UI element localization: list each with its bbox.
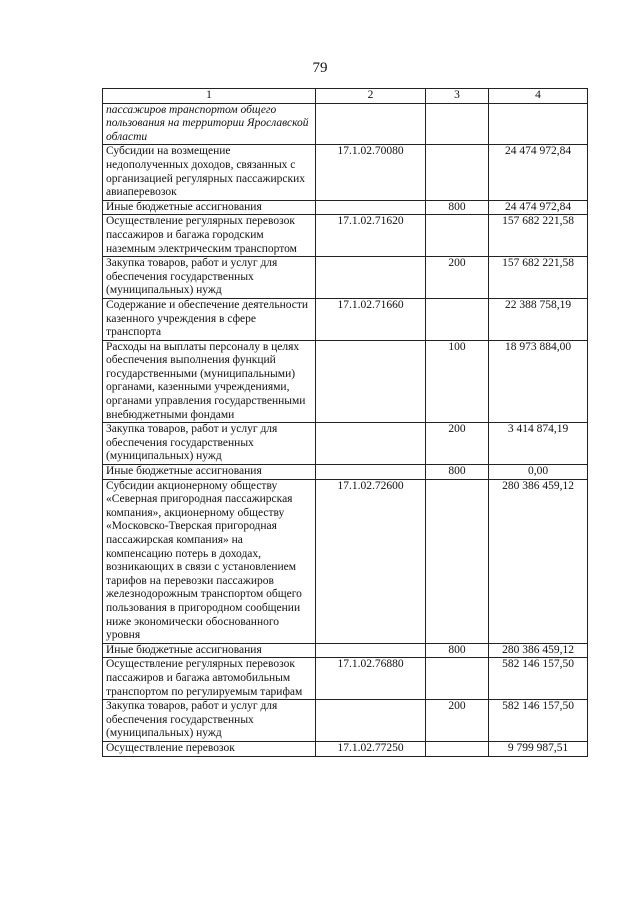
amount-cell: 3 414 874,19 xyxy=(489,423,588,465)
table-row xyxy=(103,340,588,423)
expense-type-cell xyxy=(426,741,489,756)
code-cell: 17.1.02.72600 xyxy=(316,479,426,643)
code-cell: 17.1.02.70080 xyxy=(316,145,426,200)
column-header: 2 xyxy=(316,89,426,104)
name-cell: Осуществление регулярных перевозок пассажиров и багажа городским наземным электрическим транспортом xyxy=(103,215,316,257)
amount-cell: 280 386 459,12 xyxy=(489,643,588,658)
amount-cell: 22 388 758,19 xyxy=(489,298,588,340)
expense-type-cell: 800 xyxy=(426,465,489,480)
amount-cell: 9 799 987,51 xyxy=(489,741,588,756)
code-cell: 17.1.02.71660 xyxy=(316,298,426,340)
amount-cell: 582 146 157,50 xyxy=(489,658,588,700)
table-row xyxy=(103,741,588,756)
expense-type-cell xyxy=(426,103,489,145)
name-cell: Закупка товаров, работ и услуг для обеспечения государственных (муниципальных) нужд xyxy=(103,257,316,299)
name-cell: Осуществление перевозок xyxy=(103,741,316,756)
expense-type-cell xyxy=(426,658,489,700)
code-cell xyxy=(316,103,426,145)
budget-table xyxy=(102,88,588,757)
name-cell: Закупка товаров, работ и услуг для обеспечения государственных (муниципальных) нужд xyxy=(103,700,316,742)
table-row xyxy=(103,145,588,200)
amount-cell: 157 682 221,58 xyxy=(489,215,588,257)
amount-cell xyxy=(489,103,588,145)
code-cell: 17.1.02.76880 xyxy=(316,658,426,700)
table-header-row xyxy=(103,89,588,104)
table-row xyxy=(103,479,588,643)
name-cell: Расходы на выплаты персоналу в целях обеспечения выполнения функций государственными (муниципальными) органами, казенными учреждениями, органами управления государственными внебюджетными фондами xyxy=(103,340,316,423)
expense-type-cell xyxy=(426,298,489,340)
expense-type-cell xyxy=(426,215,489,257)
expense-type-cell: 100 xyxy=(426,340,489,423)
amount-cell: 582 146 157,50 xyxy=(489,700,588,742)
expense-type-cell: 200 xyxy=(426,257,489,299)
expense-type-cell: 800 xyxy=(426,200,489,215)
expense-type-cell xyxy=(426,479,489,643)
table-row xyxy=(103,215,588,257)
table-row xyxy=(103,103,588,145)
page-number: 79 xyxy=(312,60,328,76)
name-cell: Иные бюджетные ассигнования xyxy=(103,200,316,215)
expense-type-cell: 800 xyxy=(426,643,489,658)
code-cell xyxy=(316,200,426,215)
code-cell: 17.1.02.71620 xyxy=(316,215,426,257)
table-row xyxy=(103,257,588,299)
name-cell: Субсидии на возмещение недополученных доходов, связанных с организацией регулярных пассажирских авиаперевозок xyxy=(103,145,316,200)
code-cell xyxy=(316,700,426,742)
amount-cell: 280 386 459,12 xyxy=(489,479,588,643)
table-row xyxy=(103,200,588,215)
name-cell: Закупка товаров, работ и услуг для обеспечения государственных (муниципальных) нужд xyxy=(103,423,316,465)
expense-type-cell: 200 xyxy=(426,423,489,465)
table-row xyxy=(103,643,588,658)
amount-cell: 157 682 221,58 xyxy=(489,257,588,299)
name-cell: Иные бюджетные ассигнования xyxy=(103,643,316,658)
amount-cell: 24 474 972,84 xyxy=(489,200,588,215)
table-row xyxy=(103,658,588,700)
amount-cell: 24 474 972,84 xyxy=(489,145,588,200)
code-cell xyxy=(316,643,426,658)
expense-type-cell: 200 xyxy=(426,700,489,742)
code-cell xyxy=(316,423,426,465)
name-cell: пассажиров транспортом общего пользования на территории Ярославской области xyxy=(103,103,316,145)
code-cell xyxy=(316,257,426,299)
code-cell xyxy=(316,465,426,480)
code-cell: 17.1.02.77250 xyxy=(316,741,426,756)
expense-type-cell xyxy=(426,145,489,200)
table-row xyxy=(103,298,588,340)
table-body xyxy=(103,103,588,756)
amount-cell: 18 973 884,00 xyxy=(489,340,588,423)
name-cell: Иные бюджетные ассигнования xyxy=(103,465,316,480)
column-header: 1 xyxy=(103,89,316,104)
column-header: 3 xyxy=(426,89,489,104)
table-row xyxy=(103,700,588,742)
column-header: 4 xyxy=(489,89,588,104)
name-cell: Содержание и обеспечение деятельности казенного учреждения в сфере транспорта xyxy=(103,298,316,340)
code-cell xyxy=(316,340,426,423)
table-row xyxy=(103,423,588,465)
table-row xyxy=(103,465,588,480)
name-cell: Осуществление регулярных перевозок пассажиров и багажа автомобильным транспортом по регулируемым тарифам xyxy=(103,658,316,700)
name-cell: Субсидии акционерному обществу «Северная пригородная пассажирская компания», акционерному обществу «Московско-Тверская пригородная пассажирская компания» на компенсацию потерь в доходах, возникающих в связи с установлением тарифов на перевозки пассажиров железнодорожным транспортом общего пользования в пригородном сообщении ниже экономически обоснованного уровня xyxy=(103,479,316,643)
amount-cell: 0,00 xyxy=(489,465,588,480)
